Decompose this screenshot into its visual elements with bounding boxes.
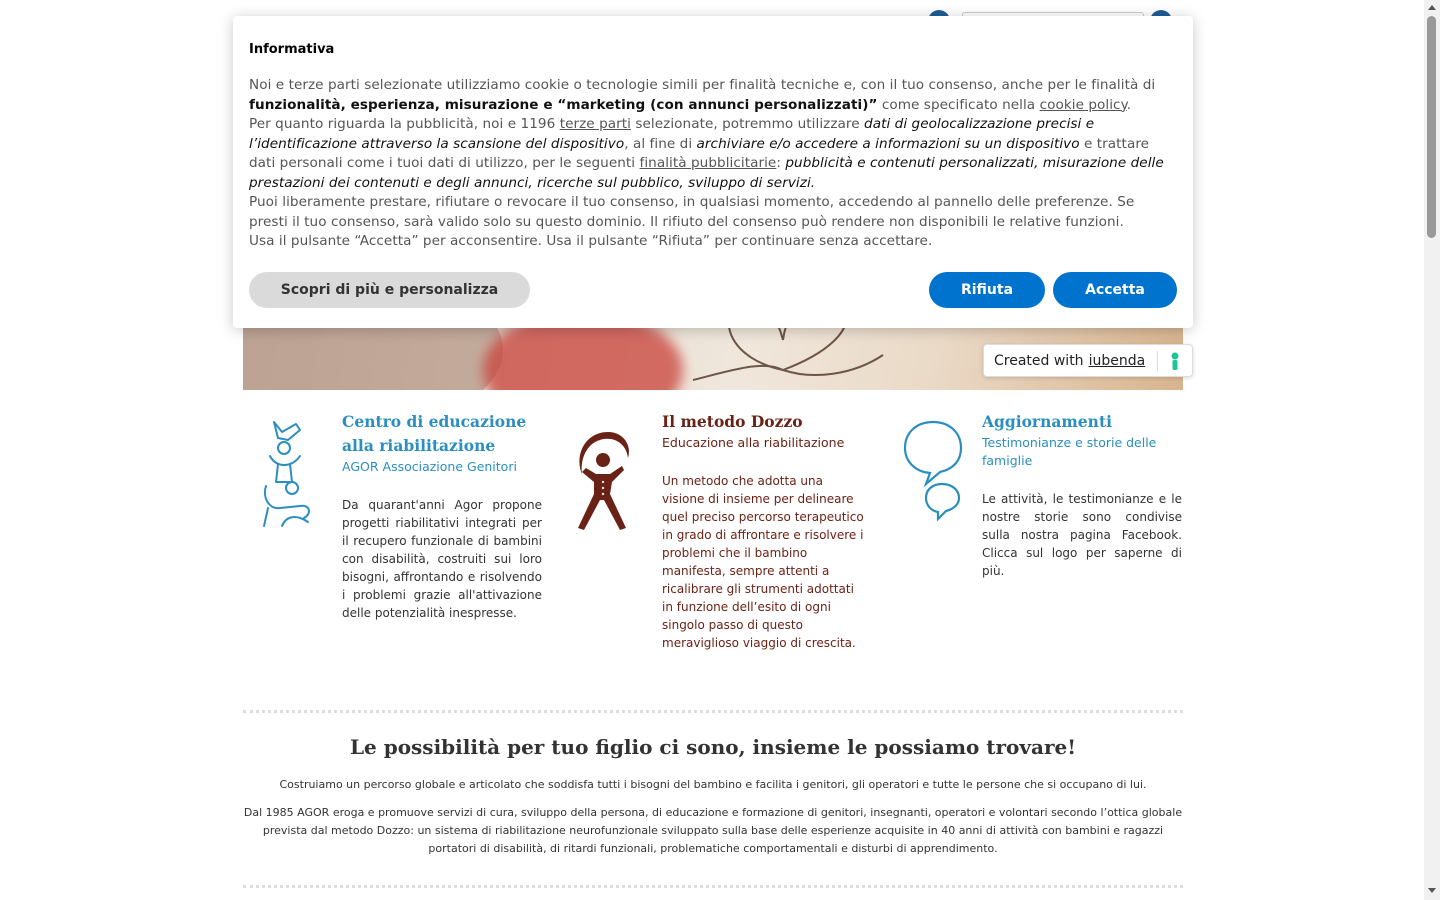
scrollbar-thumb[interactable] [1427,16,1436,238]
column-text: Un metodo che adotta una visione di insieme per delineare quel preciso percorso terapeutico in grado di affrontare e risolvere i problemi che il bambino manifesta, sempre attenti a ricalibrare gli strumenti adottati in funzione dell’esito di ogni singolo passo di questo meraviglioso viaggio di crescita. [662,474,864,650]
banner-text: Per quanto riguarda la pubblicità, noi e 1196 [249,116,560,132]
iubenda-badge-prefix: Created with [994,352,1084,369]
banner-text: Usa il pulsante “Accetta” per acconsentire. Usa il pulsante “Rifiuta” per continuare senza accettare. [249,233,933,249]
iubenda-badge[interactable] [983,344,1193,377]
banner-text-italic: pubblicità e contenuti personalizzati, misurazione delle prestazioni dei contenuti e degli annunci, ricerche sul pubblico, sviluppo di servizi. [249,155,1164,191]
scrollbar[interactable] [1424,0,1440,900]
column-centro [342,410,542,622]
scroll-down-icon[interactable] [1428,888,1436,893]
banner-text: come specificato nella [877,96,1040,113]
column-aggiornamenti [982,410,1182,580]
family-children-icon [256,418,316,528]
column-title[interactable]: Aggiornamenti [982,412,1112,431]
banner-text-bold: funzionalità, esperienza, misurazione e “marketing (con annunci personalizzati)” [249,96,878,113]
banner-text: Puoi liberamente prestare, rifiutare o revocare il tuo consenso, in qualsiasi momento, accedendo al pannello delle preferenze. Se presti il tuo consenso, sarà valido solo su questo dominio. Il rifiuto del consenso può rendere non disponibili le relative funzioni. [249,194,1135,230]
column-title[interactable]: Il metodo Dozzo [662,412,803,431]
banner-title: Informativa [249,42,335,57]
speech-bubbles-icon[interactable] [902,418,966,522]
banner-text: e trattare dati personali come i tuoi dati di utilizzo, per le seguenti [249,135,1150,171]
scroll-up-icon[interactable] [1428,5,1436,10]
third-parties-link[interactable]: terze parti [559,116,631,132]
column-text: Le attività, le testimonianze e le nostre storie sono condivise sulla nostra pagina Facebook. Clicca sul logo per saperne di più. [982,492,1182,578]
reject-button[interactable]: Rifiuta [929,272,1045,308]
column-metodo-dozzo [662,410,864,652]
column-title[interactable]: Centro di educazione alla riabilitazione [342,412,527,455]
accept-button[interactable]: Accetta [1053,272,1177,308]
banner-text: : [776,155,786,171]
column-subtitle: Testimonianze e storie delle famiglie [982,435,1157,468]
banner-text: selezionate, potremmo utilizzare [631,116,865,132]
divider [243,710,1183,713]
advertising-purposes-link[interactable]: finalità pubblicitarie [639,155,777,171]
banner-text: , al fine di [624,135,697,152]
banner-text-italic: dati di geolocalizzazione precisi e l’identificazione attraverso la scansione del dispositivo [249,116,1095,152]
dozzo-figure-icon [572,428,632,534]
banner-text: Noi e terze parti selezionate utilizziamo cookie o tecnologie simili per finalità tecniche e, con il tuo consenso, anche per le finalità di [249,77,1156,93]
column-text: Da quarant'anni Agor propone progetti riabilitativi integrati per il recupero funzionale di bambini con disabilità, costruiti sui loro bisogni, affrontando e risolvendo i problemi grazie all'attivazione delle potenzialità inespresse. [342,498,542,620]
iubenda-link[interactable]: iubenda [1088,352,1146,369]
cookie-policy-link[interactable]: cookie policy [1039,96,1127,113]
column-subtitle: Educazione alla riabilitazione [662,435,845,450]
tagline-heading: Le possibilità per tuo figlio ci sono, insieme le possiamo trovare! [349,735,1077,759]
intro-paragraph: Dal 1985 AGOR eroga e promuove servizi di cura, sviluppo della persona, di educazione e formazione di genitori, insegnanti, operatori e volontari secondo l’ottica globale prevista dal metodo Dozzo: un sistema di riabilitazione neurofunzionale sviluppato sulla base delle esperienze acquisite in 40 anni di attività con bambini e ragazzi portatori di disabilità, di ritardi funzionali, problematiche comportamentali e disturbi di apprendimento. [243,806,1183,855]
iubenda-logo-icon [1170,352,1180,370]
banner-text-italic: archiviare e/o accedere a informazioni su un dispositivo [696,135,1080,152]
banner-body [249,76,1177,252]
banner-text: . [1126,96,1132,113]
cookie-banner [233,16,1193,328]
customize-button[interactable]: Scopri di più e personalizza [249,272,530,308]
column-subtitle: AGOR Associazione Genitori [342,459,517,474]
divider [243,885,1183,888]
intro-paragraph: Costruiamo un percorso globale e articolato che soddisfa tutti i bisogni del bambino e facilita i genitori, gli operatori e tutte le persone che si occupano di lui. [279,778,1147,791]
badge-separator [1157,351,1158,371]
